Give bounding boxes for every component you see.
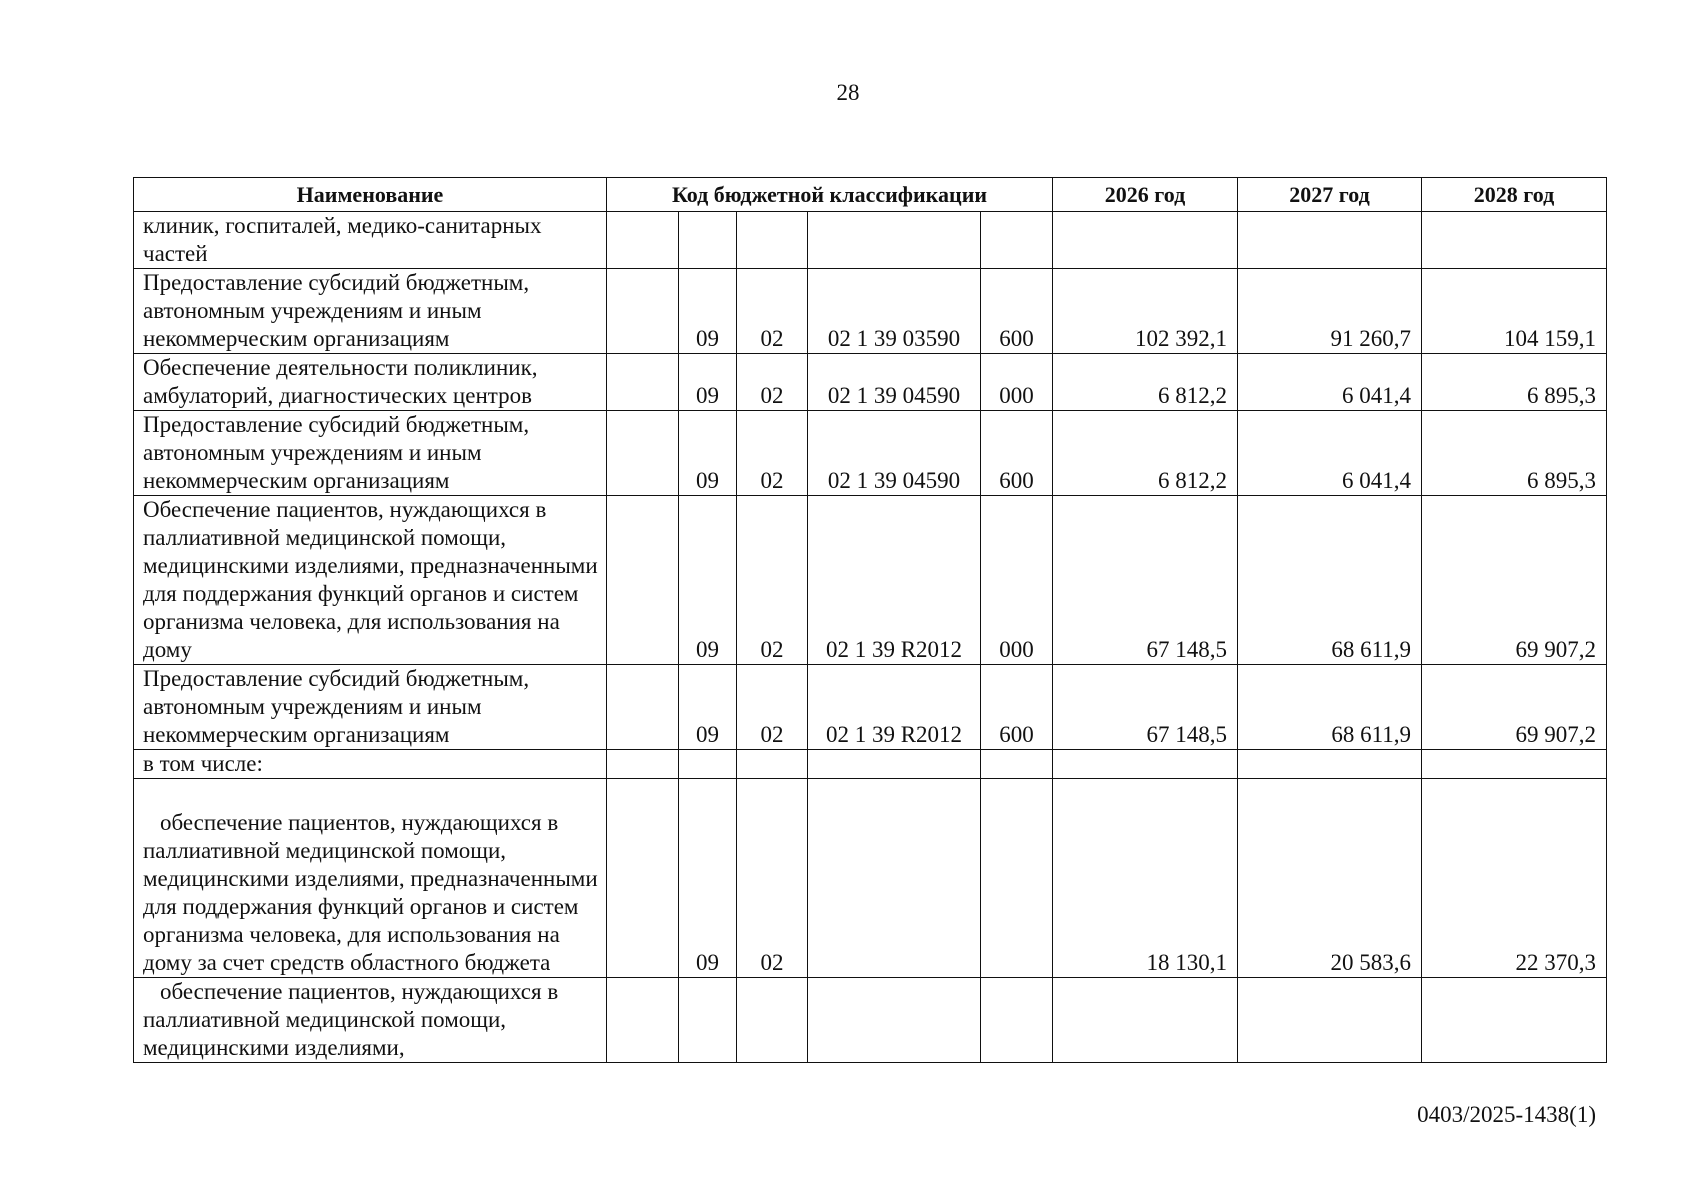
row-name: Обеспечение пациентов, нуждающихся в паллиативной медицинской помощи, медицинскими изделиями, предназначенными для поддержания функций органов и систем организма человека, для использования на дому: [134, 496, 607, 665]
value-2027: [1238, 212, 1422, 269]
budget-table: [133, 177, 1607, 1063]
value-2028: 6 895,3: [1422, 354, 1607, 411]
value-2027: [1238, 750, 1422, 779]
row-name: в том числе:: [134, 750, 607, 779]
table-row: [134, 665, 1607, 750]
value-2028: [1422, 750, 1607, 779]
header-code: Код бюджетной классификации: [607, 178, 1053, 212]
code-cell: 09: [679, 411, 737, 496]
code-cell: 02: [737, 411, 808, 496]
code-cell: [808, 779, 981, 978]
value-2026: 18 130,1: [1053, 779, 1238, 978]
code-cell: 02: [737, 354, 808, 411]
row-name: Обеспечение деятельности поликлиник, амбулаторий, диагностических центров: [134, 354, 607, 411]
value-2028: 22 370,3: [1422, 779, 1607, 978]
table-row: [134, 978, 1607, 1063]
value-2028: [1422, 212, 1607, 269]
value-2026: 6 812,2: [1053, 411, 1238, 496]
code-cell: [607, 411, 679, 496]
table-row: [134, 779, 1607, 978]
code-cell: [607, 750, 679, 779]
value-2028: 6 895,3: [1422, 411, 1607, 496]
code-cell: 09: [679, 269, 737, 354]
row-name: Предоставление субсидий бюджетным, автономным учреждениям и иным некоммерческим организациям: [134, 665, 607, 750]
code-cell: 02 1 39 R2012: [808, 496, 981, 665]
code-cell: [679, 978, 737, 1063]
table-row: [134, 354, 1607, 411]
value-2026: 102 392,1: [1053, 269, 1238, 354]
header-2026: 2026 год: [1053, 178, 1238, 212]
value-2027: 6 041,4: [1238, 354, 1422, 411]
value-2026: 67 148,5: [1053, 665, 1238, 750]
value-2027: 68 611,9: [1238, 665, 1422, 750]
code-cell: [679, 212, 737, 269]
code-cell: 02: [737, 269, 808, 354]
value-2026: 67 148,5: [1053, 496, 1238, 665]
code-cell: [981, 750, 1053, 779]
table-row: [134, 212, 1607, 269]
value-2026: [1053, 212, 1238, 269]
page-number: 28: [836, 80, 860, 105]
code-cell: [607, 496, 679, 665]
code-cell: 02 1 39 03590: [808, 269, 981, 354]
code-cell: [737, 750, 808, 779]
code-cell: 02: [737, 496, 808, 665]
value-2028: 69 907,2: [1422, 496, 1607, 665]
code-cell: [981, 212, 1053, 269]
table-row: [134, 750, 1607, 779]
code-cell: [808, 750, 981, 779]
code-cell: 09: [679, 779, 737, 978]
table-row: [134, 411, 1607, 496]
header-2028: 2028 год: [1422, 178, 1607, 212]
code-cell: [737, 978, 808, 1063]
code-cell: 02 1 39 04590: [808, 354, 981, 411]
code-cell: 02 1 39 R2012: [808, 665, 981, 750]
code-cell: [607, 779, 679, 978]
code-cell: 02 1 39 04590: [808, 411, 981, 496]
header-name: Наименование: [134, 178, 607, 212]
value-2027: 91 260,7: [1238, 269, 1422, 354]
header-2027: 2027 год: [1238, 178, 1422, 212]
row-name: обеспечение пациентов, нуждающихся в паллиативной медицинской помощи, медицинскими изделиями, предназначенными для поддержания функций органов и систем организма человека, для использования на дому за счет средств областного бюджета: [134, 779, 607, 978]
code-cell: 600: [981, 269, 1053, 354]
code-cell: 02: [737, 779, 808, 978]
code-cell: [808, 212, 981, 269]
value-2027: 6 041,4: [1238, 411, 1422, 496]
row-name: клиник, госпиталей, медико-санитарных частей: [134, 212, 607, 269]
value-2027: 68 611,9: [1238, 496, 1422, 665]
code-cell: 000: [981, 354, 1053, 411]
value-2027: 20 583,6: [1238, 779, 1422, 978]
row-name: Предоставление субсидий бюджетным, автономным учреждениям и иным некоммерческим организациям: [134, 411, 607, 496]
value-2026: [1053, 750, 1238, 779]
code-cell: 000: [981, 496, 1053, 665]
row-name: Предоставление субсидий бюджетным, автономным учреждениям и иным некоммерческим организациям: [134, 269, 607, 354]
code-cell: [981, 779, 1053, 978]
code-cell: [808, 978, 981, 1063]
value-2028: [1422, 978, 1607, 1063]
value-2028: 104 159,1: [1422, 269, 1607, 354]
value-2027: [1238, 978, 1422, 1063]
code-cell: 09: [679, 665, 737, 750]
code-cell: [737, 212, 808, 269]
code-cell: 600: [981, 411, 1053, 496]
code-cell: [607, 269, 679, 354]
table-row: [134, 269, 1607, 354]
document-code: 0403/2025-1438(1): [1417, 1102, 1596, 1127]
code-cell: [679, 750, 737, 779]
code-cell: [607, 212, 679, 269]
code-cell: [607, 354, 679, 411]
row-name: обеспечение пациентов, нуждающихся в паллиативной медицинской помощи, медицинскими изделиями,: [134, 978, 607, 1063]
code-cell: 02: [737, 665, 808, 750]
code-cell: [607, 665, 679, 750]
code-cell: [981, 978, 1053, 1063]
value-2026: [1053, 978, 1238, 1063]
table-header-row: [134, 178, 1607, 212]
code-cell: 09: [679, 354, 737, 411]
code-cell: [607, 978, 679, 1063]
code-cell: 600: [981, 665, 1053, 750]
value-2026: 6 812,2: [1053, 354, 1238, 411]
table-row: [134, 496, 1607, 665]
code-cell: 09: [679, 496, 737, 665]
value-2028: 69 907,2: [1422, 665, 1607, 750]
